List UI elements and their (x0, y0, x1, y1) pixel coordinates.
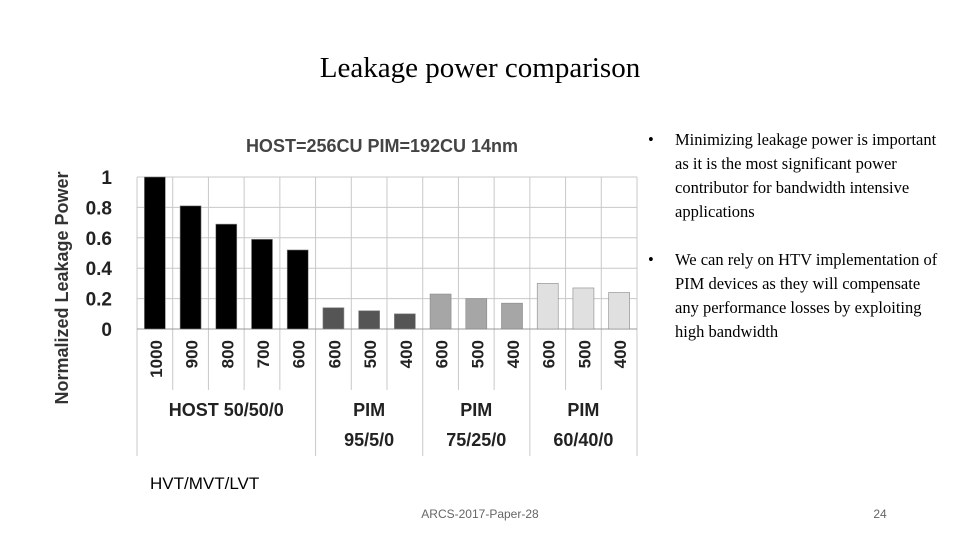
x-tick-label: 600 (289, 340, 309, 369)
chart-title: HOST=256CU PIM=192CU 14nm (245, 136, 519, 156)
bar (252, 239, 273, 329)
group-sublabel: 60/40/0 (553, 430, 614, 450)
page-number: 24 (873, 507, 887, 521)
x-tick-label: 600 (432, 340, 452, 369)
bullet-text: We can rely on HTV implementation of PIM devices as they will compensate any performance losses by exploiting high bandwidth (675, 250, 938, 341)
bar (287, 250, 308, 329)
bar (323, 308, 344, 329)
footer-text: ARCS-2017-Paper-28 (421, 507, 539, 521)
x-tick-label: 600 (539, 340, 559, 369)
bar (466, 299, 487, 329)
bar (180, 206, 201, 329)
x-tick-label: 400 (396, 340, 416, 369)
group-label: PIM (353, 400, 386, 420)
x-tick-label: 800 (218, 340, 238, 369)
bar (430, 294, 451, 329)
bullet-text: Minimizing leakage power is important as it is the most significant power contributor for bandwidth intensive applications (675, 130, 937, 221)
x-tick-label: 500 (468, 340, 488, 369)
y-tick-label: 0.4 (85, 259, 112, 281)
leakage-power-chart (40, 120, 650, 465)
bar (216, 224, 237, 329)
bar (502, 303, 523, 329)
x-tick-label: 500 (361, 340, 381, 369)
x-tick-label: 500 (575, 340, 595, 369)
y-tick-label: 0 (101, 320, 112, 341)
x-tick-label: 400 (504, 340, 523, 369)
bar (359, 311, 380, 329)
bullet-item (648, 248, 948, 344)
slide-title: Leakage power comparison (319, 52, 641, 84)
y-tick-label: 0.6 (85, 228, 112, 250)
x-tick-label: 900 (182, 340, 202, 369)
group-sublabel: 75/25/0 (446, 430, 507, 450)
y-tick-label: 1 (101, 168, 112, 189)
bar (394, 314, 415, 329)
y-tick-label: 0.8 (85, 198, 112, 220)
y-axis-label: Normalized Leakage Power (52, 171, 72, 405)
vt-mix-note: HVT/MVT/LVT (150, 474, 260, 493)
group-sublabel: 95/5/0 (344, 430, 395, 450)
x-tick-label: 700 (254, 340, 273, 369)
x-tick-label: 400 (611, 340, 631, 369)
group-label: HOST 50/50/0 (168, 400, 284, 420)
bullet-marker: • (648, 130, 654, 149)
bar (537, 283, 558, 329)
y-tick-label: 0.2 (85, 289, 112, 311)
bar (144, 177, 165, 329)
bullet-marker: • (648, 250, 654, 269)
bar (609, 293, 630, 329)
bullet-list (648, 128, 948, 344)
group-label: PIM (460, 400, 493, 420)
x-tick-label: 600 (325, 340, 345, 369)
bullet-item (648, 128, 948, 224)
x-tick-label: 1000 (146, 340, 166, 378)
bar (573, 288, 594, 329)
group-label: PIM (567, 400, 600, 420)
